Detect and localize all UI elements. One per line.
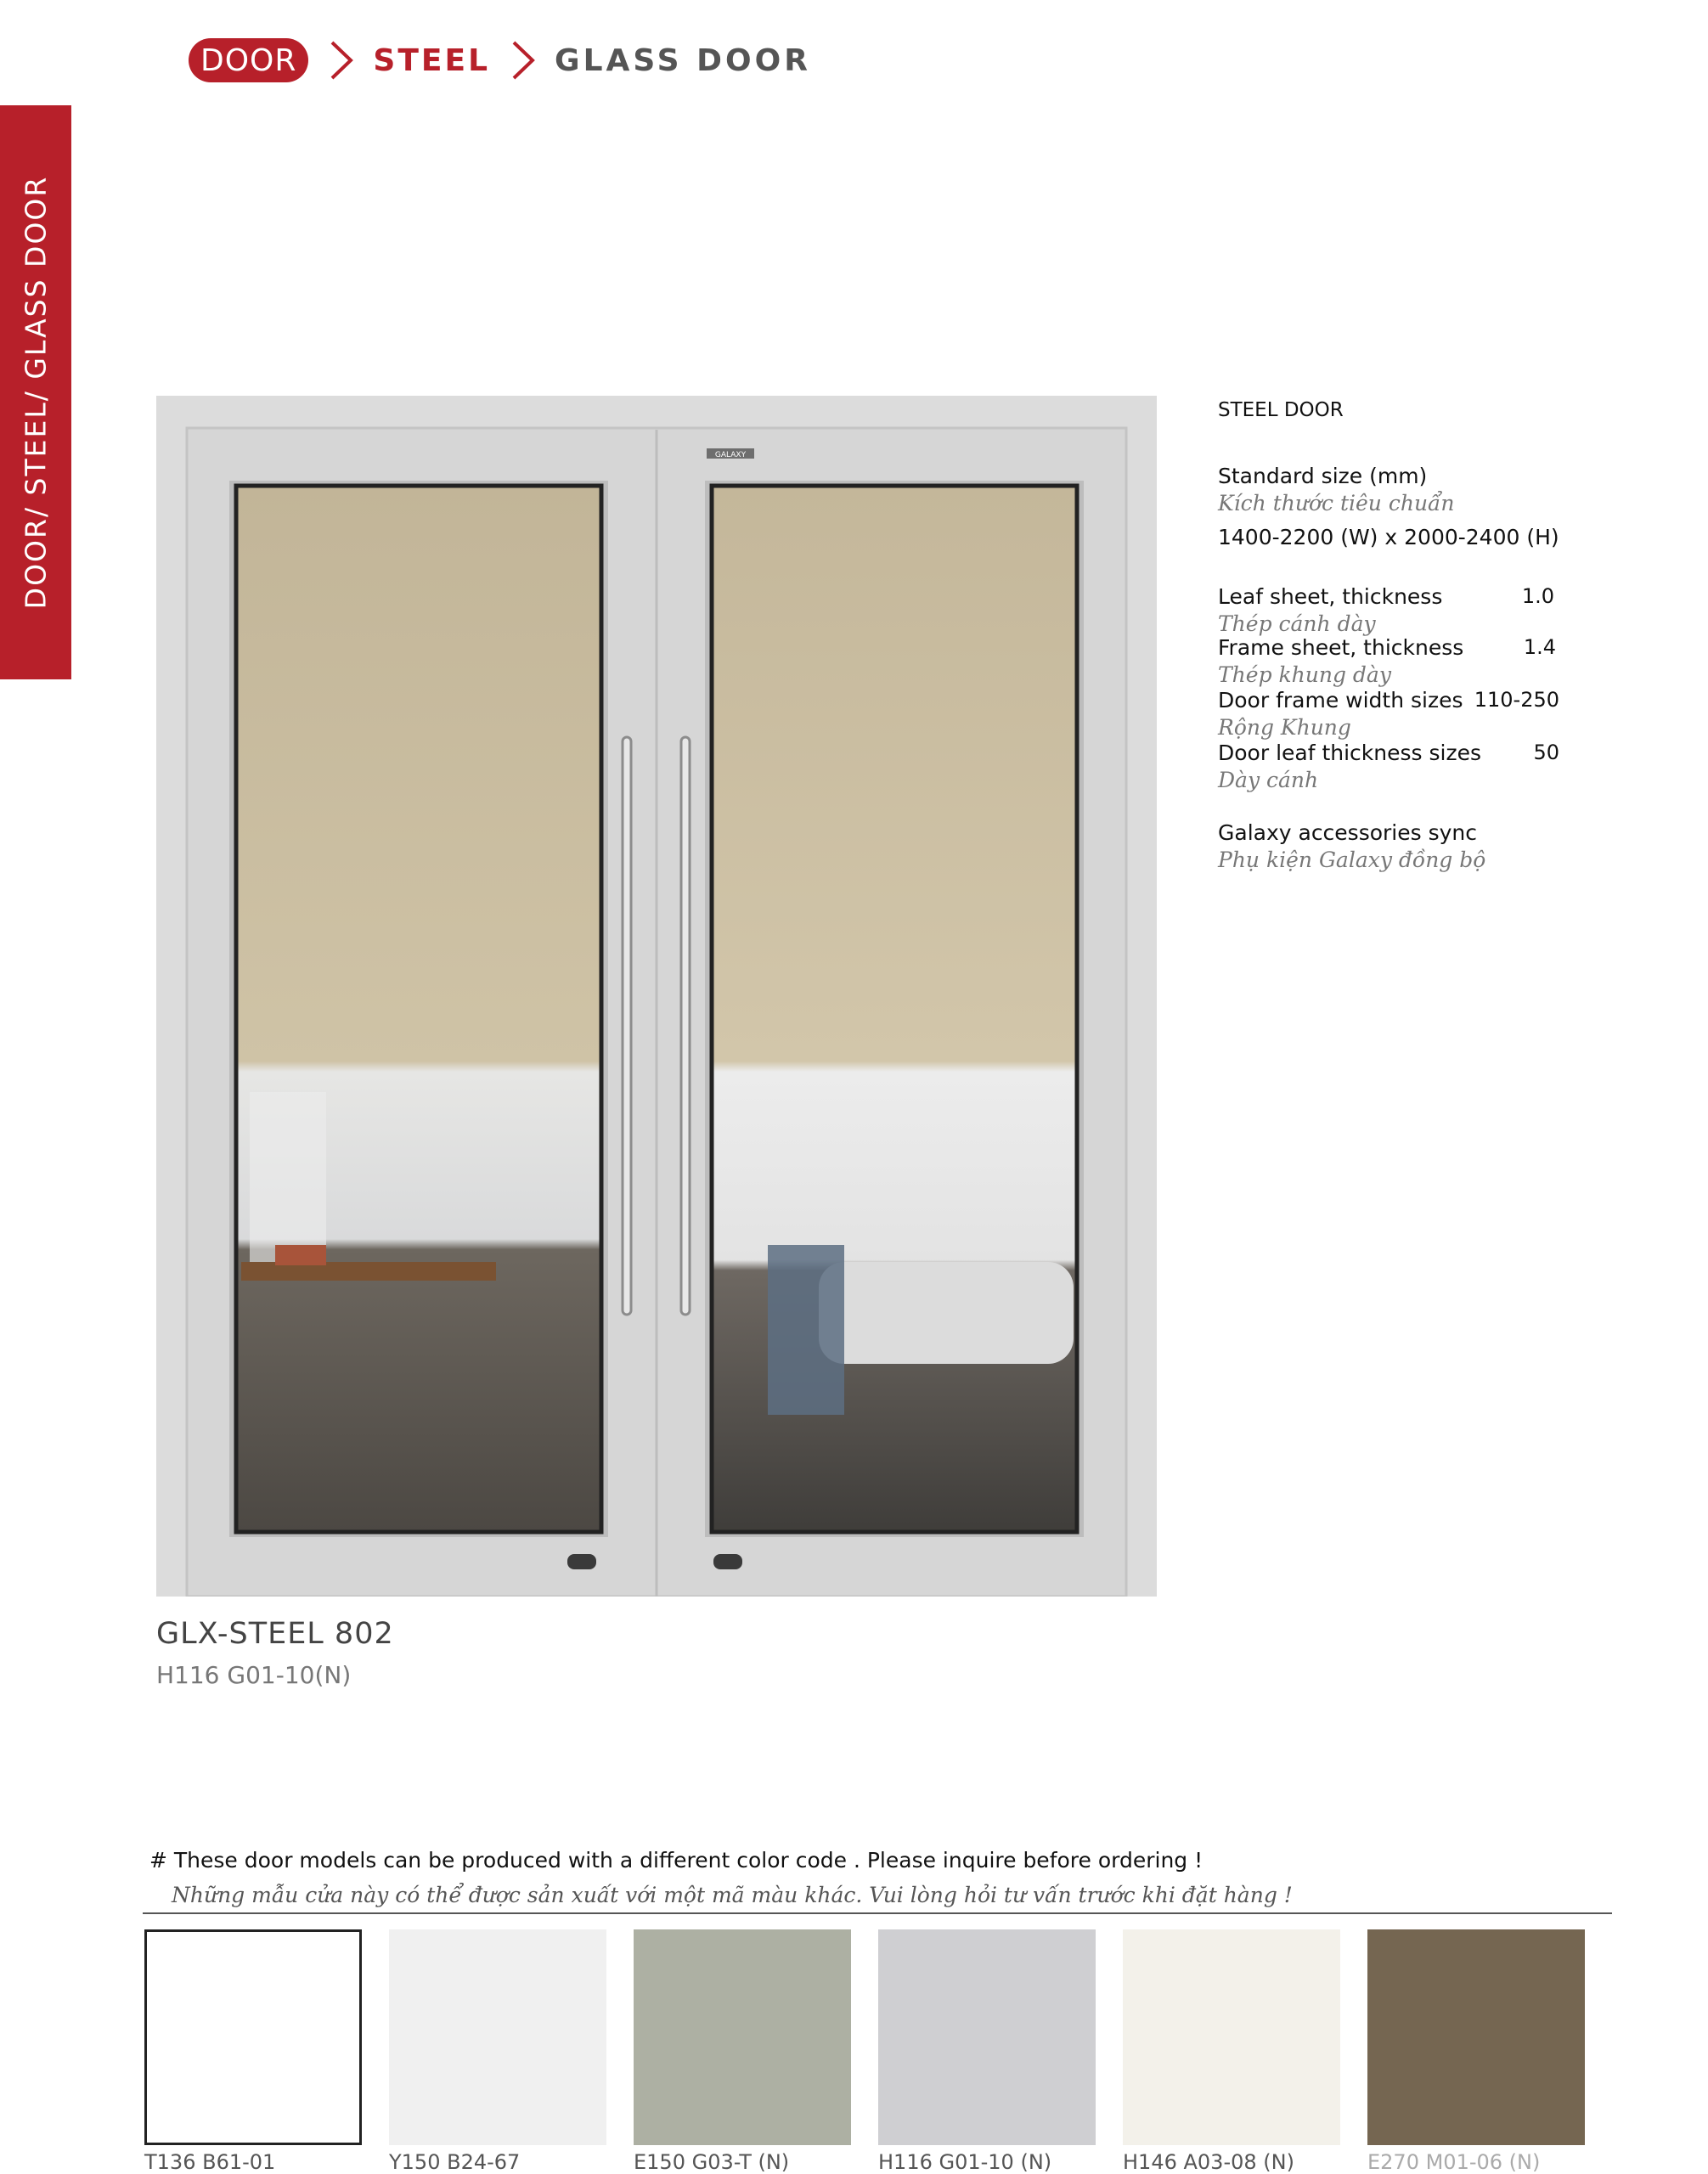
- color-note-vi: Những mẫu cửa này có thể được sản xuất với một mã màu khác. Vui lòng hỏi tư vấn trước khi đặt hàng !: [172, 1883, 1293, 1907]
- divider: [143, 1912, 1612, 1914]
- spec-standard-size-label: Standard size (mm): [1218, 464, 1428, 488]
- breadcrumb-glass-door: GLASS DOOR: [555, 42, 811, 78]
- spec-frame-width-label: Door frame width sizes: [1218, 688, 1463, 712]
- color-swatch-label: Y150 B24-67: [389, 2150, 521, 2174]
- color-swatch[interactable]: [389, 1929, 606, 2145]
- color-swatch[interactable]: [144, 1929, 362, 2145]
- spec-frame-sheet-value: 1.4: [1523, 635, 1556, 659]
- chevron-right-icon: [324, 37, 361, 83]
- color-swatch[interactable]: [1367, 1929, 1585, 2145]
- breadcrumb-steel[interactable]: STEEL: [373, 42, 491, 78]
- door-product-image: [156, 396, 1157, 1597]
- color-swatch[interactable]: [634, 1929, 851, 2145]
- spec-title: STEEL DOOR: [1218, 399, 1344, 421]
- color-swatch[interactable]: [878, 1929, 1096, 2145]
- side-category-tab: [0, 105, 71, 679]
- spec-accessories-label-vi: Phụ kiện Galaxy đồng bộ: [1218, 848, 1486, 872]
- spec-leaf-thickness-label: Door leaf thickness sizes: [1218, 741, 1481, 765]
- color-swatch-label: E150 G03-T (N): [634, 2150, 790, 2174]
- spec-frame-sheet-label: Frame sheet, thickness: [1218, 635, 1464, 660]
- spec-standard-size-label-vi: Kích thước tiêu chuẩn: [1218, 491, 1455, 515]
- product-name: GLX-STEEL 802: [156, 1617, 394, 1651]
- spec-leaf-sheet-label: Leaf sheet, thickness: [1218, 584, 1443, 609]
- color-swatch-label: H116 G01-10 (N): [878, 2150, 1052, 2174]
- breadcrumb: [189, 37, 811, 83]
- breadcrumb-door[interactable]: DOOR: [189, 38, 308, 82]
- color-swatch-label: T136 B61-01: [144, 2150, 276, 2174]
- spec-leaf-sheet-value: 1.0: [1521, 584, 1554, 608]
- color-swatch[interactable]: [1123, 1929, 1340, 2145]
- side-category-label: DOOR/ STEEL/ GLASS DOOR: [19, 175, 53, 610]
- spec-leaf-thickness-value: 50: [1533, 741, 1559, 764]
- spec-frame-width-value: 110-250: [1474, 688, 1559, 712]
- spec-standard-size-value: 1400-2200 (W) x 2000-2400 (H): [1218, 525, 1559, 549]
- galaxy-logo: GALAXY: [714, 451, 747, 459]
- spec-leaf-sheet-label-vi: Thép cánh dày: [1218, 611, 1376, 636]
- chevron-right-icon: [505, 37, 543, 83]
- spec-frame-sheet-label-vi: Thép khung dày: [1218, 662, 1391, 687]
- color-swatch-label: E270 M01-06 (N): [1367, 2150, 1541, 2174]
- spec-frame-width-label-vi: Rộng Khung: [1218, 715, 1351, 740]
- product-color-code: H116 G01-10(N): [156, 1661, 352, 1689]
- spec-accessories-label: Galaxy accessories sync: [1218, 820, 1478, 845]
- color-note: # These door models can be produced with a different color code . Please inquire before ordering !: [149, 1848, 1203, 1873]
- color-swatch-label: H146 A03-08 (N): [1123, 2150, 1294, 2174]
- spec-leaf-thickness-label-vi: Dày cánh: [1218, 768, 1319, 792]
